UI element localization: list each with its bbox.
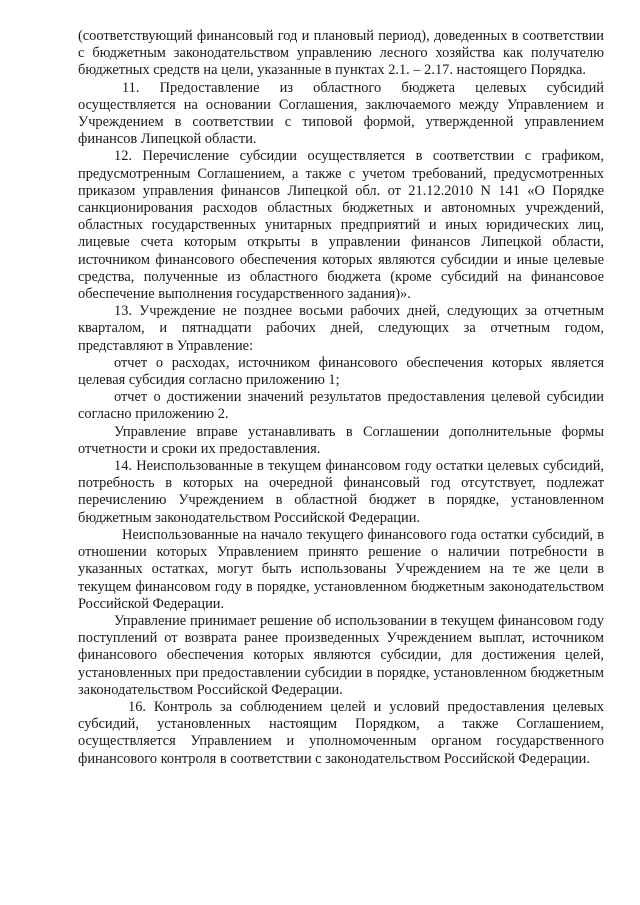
paragraph-13: 13. Учреждение не позднее восьми рабочих дней, следующих за отчетным кварталом, и пятнадцати рабочих дней, следующих за отчетным годом, представляют в Управление: [78,303,604,354]
document-page [78,28,604,768]
paragraph-continuation: (соответствующий финансовый год и плановый период), доведенных в соответствии с бюджетным законодательством управлению лесного хозяйства как получателю бюджетных средств на цели, указанные в пунктах 2.1. – 2.17. настоящего Порядка. [78,28,604,79]
paragraph-11: 11. Предоставление из областного бюджета целевых субсидий осуществляется на основании Соглашения, заключаемого между Управлением и Учреждением в соответствии с типовой формой, утвержденной управлением финансов Липецкой области. [78,79,604,148]
paragraph-14-remainders: Неиспользованные на начало текущего финансового года остатки субсидий, в отношении которых Управлением принято решение о наличии потребности в указанных остатках, могут быть использованы Учреждением на те же цели в текущем финансовом году в порядке, установленном бюджетным законодательством Российской Федерации. [78,526,604,612]
paragraph-15: Управление принимает решение об использовании в текущем финансовом году поступлений от возврата ранее произведенных Учреждением выплат, источником финансового обеспечения которых являются субсидии, для достижения целей, установленных при предоставлении субсидии в порядке, установленном бюджетным законодательством Российской Федерации. [78,612,604,698]
paragraph-14: 14. Неиспользованные в текущем финансовом году остатки целевых субсидий, потребность в которых на очередной финансовый год отсутствует, подлежат перечислению Учреждением в областной бюджет в порядке, установленном бюджетным законодательством Российской Федерации. [78,458,604,526]
paragraph-13-report-results: отчет о достижении значений результатов предоставления целевой субсидии согласно приложению 2. [78,389,604,423]
paragraph-12: 12. Перечисление субсидии осуществляется в соответствии с графиком, предусмотренным Соглашением, а также с учетом требований, предусмотренных приказом управления финансов Липецкой обл. от 21.12.2010 N 141 «О Порядке санкционирования расходов областных бюджетных и автономных учреждений, областных государственных унитарных предприятий и иных юридических лиц, лицевые счета которым открыты в управлении финансов Липецкой области, источником финансового обеспечения которых являются субсидии и иные целевые средства, полученные из областного бюджета (кроме субсидий на финансовое обеспечение выполнения государственного задания)». [78,148,604,303]
paragraph-16: 16. Контроль за соблюдением целей и условий предоставления целевых субсидий, установленных настоящим Порядком, а также Соглашением, осуществляется Управлением и уполномоченным органом государственного финансового контроля в соответствии с законодательством Российской Федерации. [78,698,604,767]
paragraph-13-report-expenses: отчет о расходах, источником финансового обеспечения которых является целевая субсидия согласно приложению 1; [78,354,604,389]
paragraph-13-additional-forms: Управление вправе устанавливать в Соглашении дополнительные формы отчетности и сроки их предоставления. [78,423,604,457]
